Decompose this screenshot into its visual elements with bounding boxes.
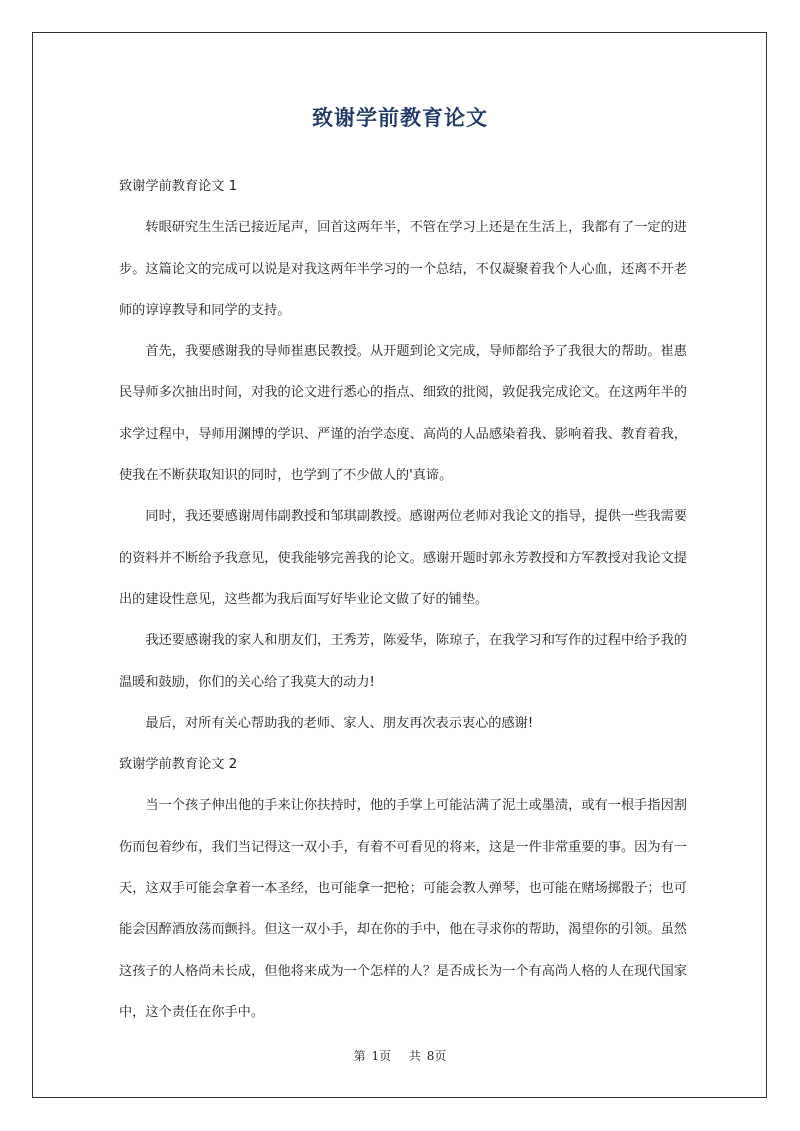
document-body [119, 166, 687, 1033]
section-heading: 致谢学前教育论文 2 [119, 757, 238, 773]
paragraph: 同时，我还要感谢周伟副教授和邹琪副教授。感谢两位老师对我论文的指导，提供一些我需要的资料并不断给予我意见，使我能够完善我的论文。感谢开题时郭永芳教授和方军教授对我论文提出的建设性意见，这些都为我后面写好毕业论文做了好的铺垫。 [119, 509, 687, 607]
paragraph: 转眼研究生生活已接近尾声，回首这两年半，不管在学习上还是在生活上，我都有了一定的进步。这篇论文的完成可以说是对我这两年半学习的一个总结，不仅凝聚着我个人心血，还离不开老师的谆谆教导和同学的支持。 [119, 220, 687, 318]
paragraph: 首先，我要感谢我的导师崔惠民教授。从开题到论文完成，导师都给予了我很大的帮助。崔惠民导师多次抽出时间，对我的论文进行悉心的指点、细致的批阅，敦促我完成论文。在这两年半的求学过程中，导师用渊博的学识、严谨的治学态度、高尚的人品感染着我、影响着我、教育着我，使我在不断获取知识的同时，也学到了不少做人的'真谛。 [119, 344, 687, 484]
document-title: 致谢学前教育论文 [312, 106, 488, 130]
paragraph: 最后，对所有关心帮助我的老师、家人、朋友再次表示衷心的感谢! [145, 715, 534, 731]
paragraph: 当一个孩子伸出他的手来让你扶持时，他的手掌上可能沾满了泥土或墨渍，或有一根手指因割伤而包着纱布，我们当记得这一双小手，有着不可看见的将来，这是一件非常重要的事。因为有一天，这双手可能会拿着一本圣经，也可能拿一把枪；可能会教人弹琴，也可能在赌场掷骰子；也可能会因醉酒放荡而颤抖。但这一双小手，却在你的手中，他在寻求你的帮助，渴望你的引领。虽然这孩子的人格尚未长成，但他将来成为一个怎样的人？是否成长为一个有高尚人格的人在现代国家中，这个责任在你手中。 [119, 798, 687, 1020]
section-heading: 致谢学前教育论文 1 [119, 179, 238, 194]
paragraph: 我还要感谢我的家人和朋友们，王秀芳，陈爱华，陈琼子，在我学习和写作的过程中给予我的温暖和鼓励，你们的关心给了我莫大的动力! [119, 633, 687, 690]
page-number-footer: 第 1页 共 8页 [353, 1049, 447, 1063]
